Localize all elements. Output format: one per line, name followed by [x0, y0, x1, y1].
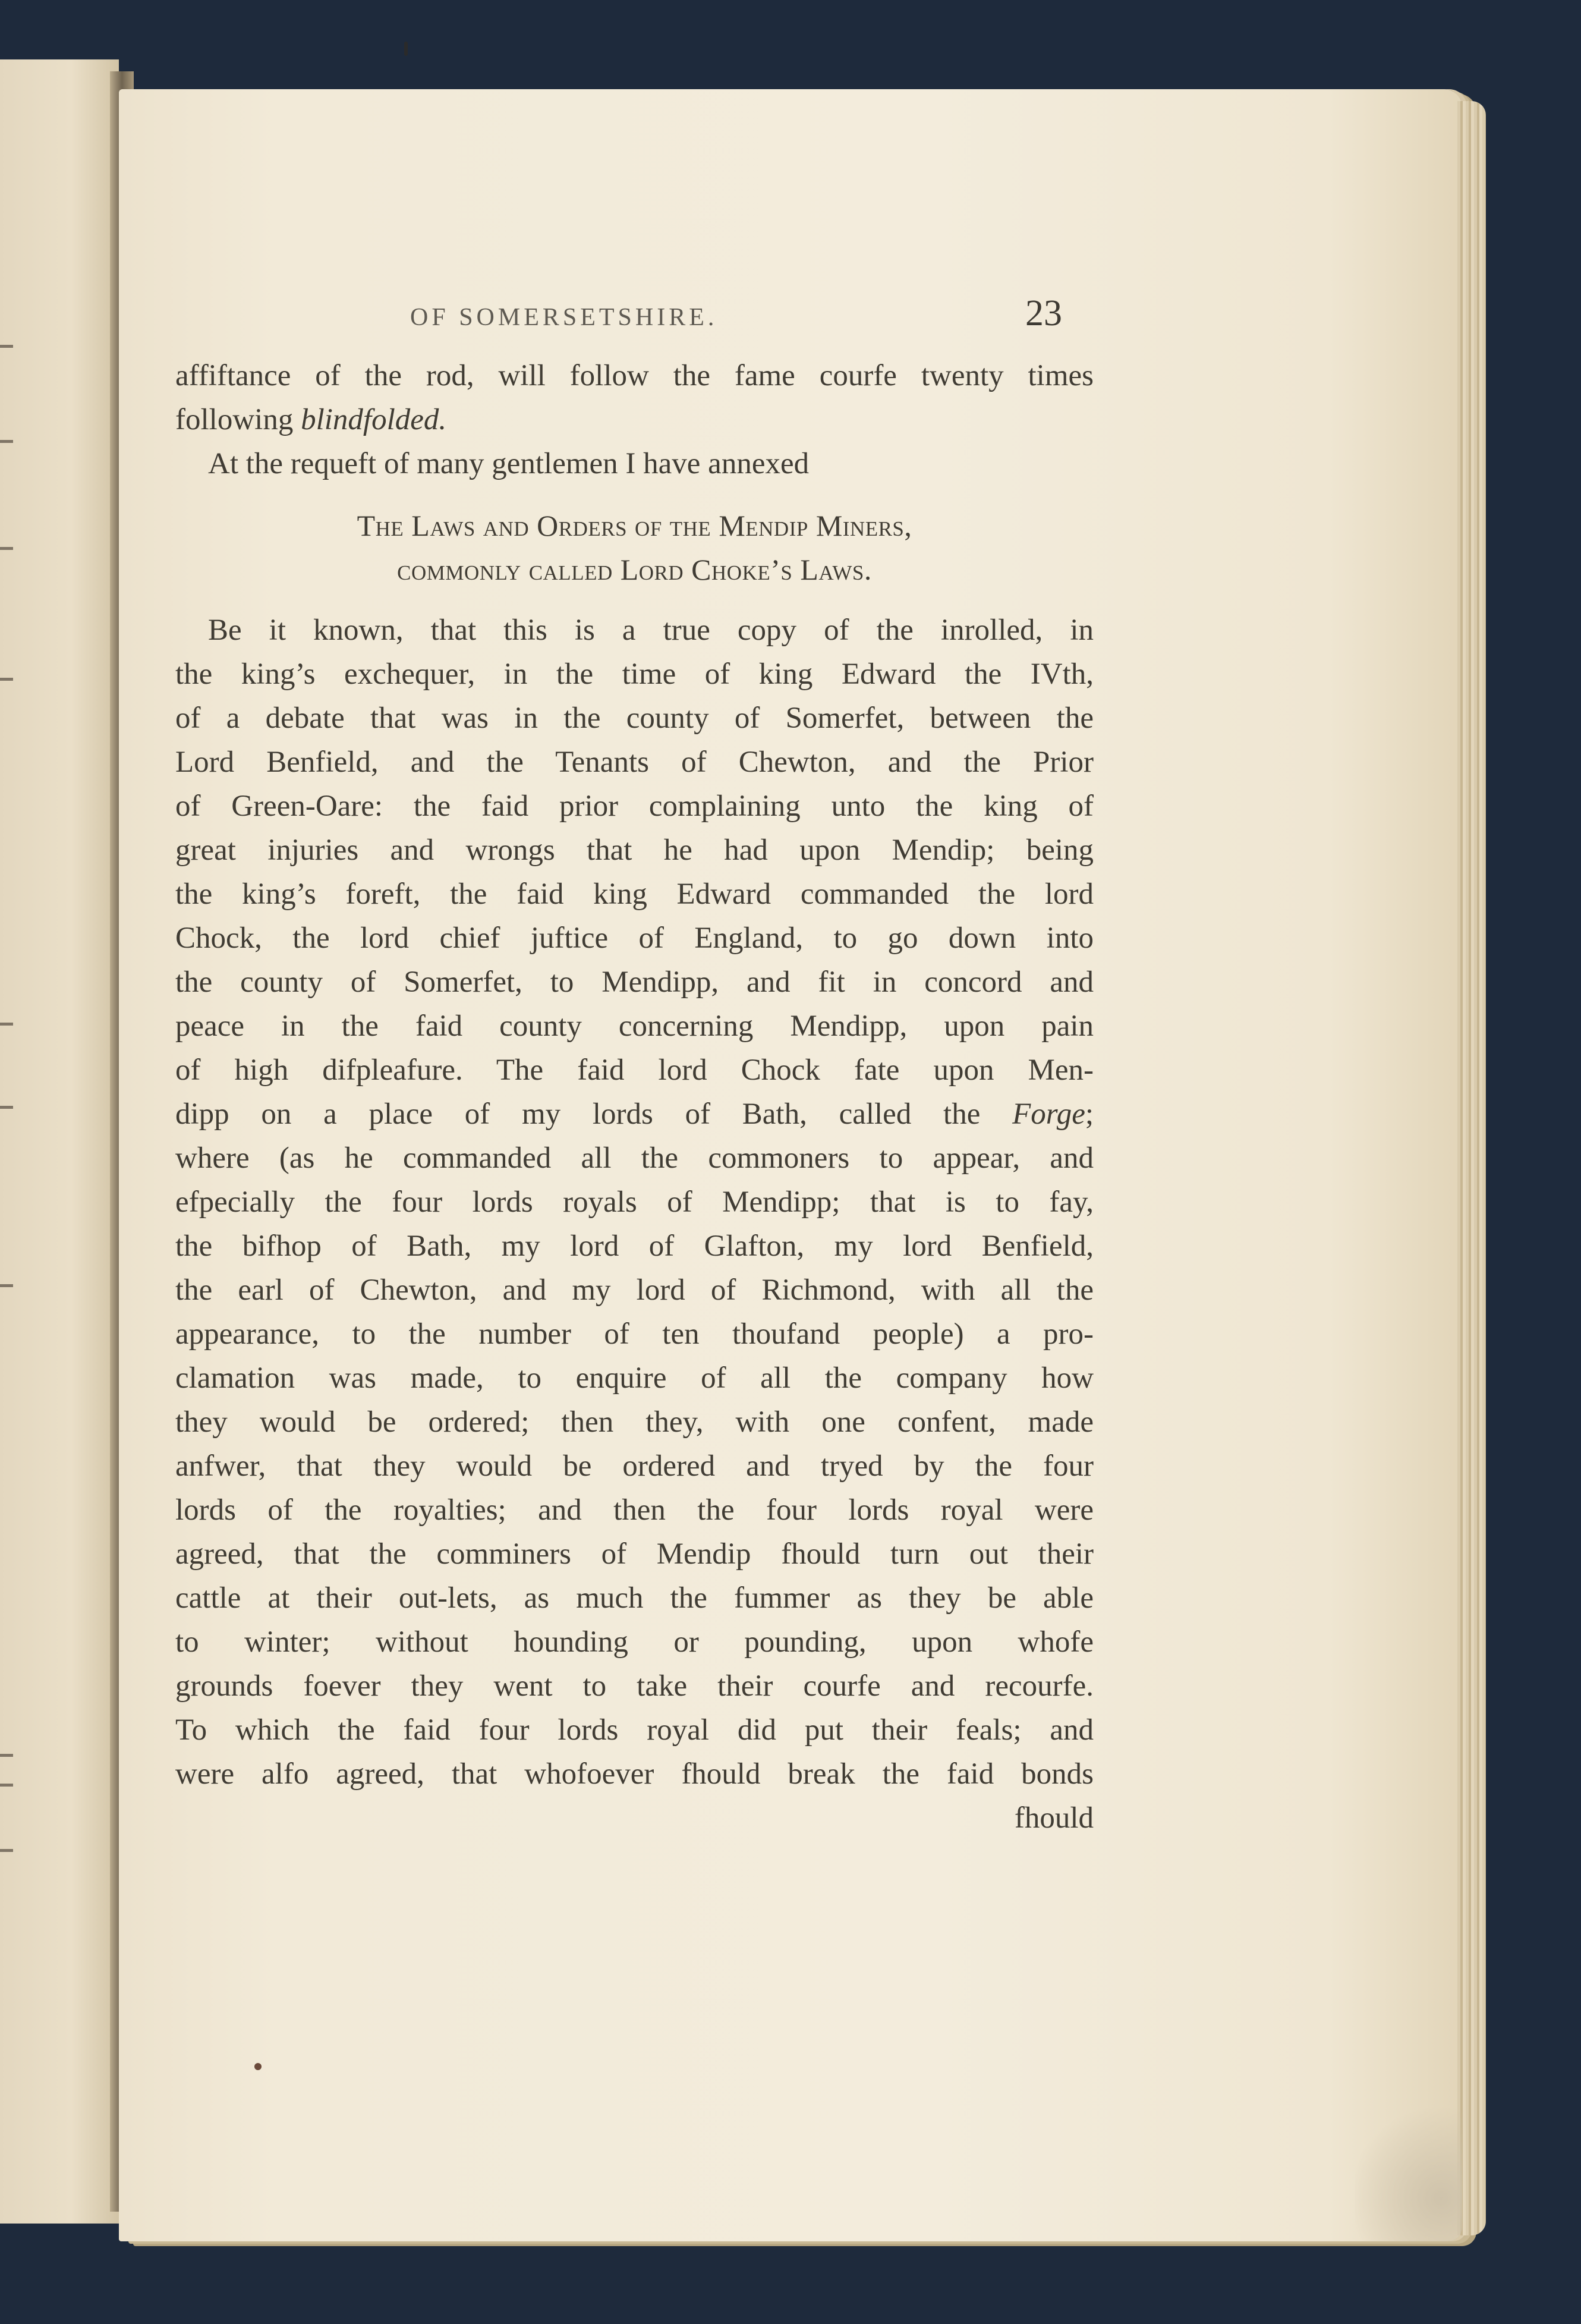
- facing-page-edge: [0, 59, 119, 2224]
- text-line: Chock, the lord chief juftice of England, to go down into: [175, 922, 1094, 955]
- ink-speck: [404, 42, 408, 56]
- text-line: the earl of Chewton, and my lord of Richmond, with all the: [175, 1273, 1094, 1307]
- text-line: great injuries and wrongs that he had upon Mendip; being: [175, 834, 1094, 867]
- body-text: [175, 354, 1094, 1840]
- punctuation: ;: [1085, 1097, 1094, 1131]
- page-fore-edge: [1457, 101, 1486, 2235]
- text-line: of a debate that was in the county of Somerfet, between the: [175, 702, 1094, 735]
- text-line: At the requeft of many gentlemen I have annexed: [208, 447, 810, 480]
- text-line: agreed, that the comminers of Mendip fhould turn out their: [175, 1537, 1094, 1571]
- page-number: 23: [1025, 293, 1062, 334]
- italic-word: Forge: [1012, 1097, 1085, 1131]
- text-line: grounds foever they went to take their courfe and recourfe.: [175, 1669, 1094, 1703]
- text-line: appearance, to the number of ten thoufand people) a pro-: [175, 1317, 1094, 1351]
- text-line: [175, 398, 1094, 442]
- text-line: peace in the faid county concerning Mendipp, upon pain: [175, 1010, 1094, 1043]
- text-line: of Green-Oare: the faid prior complaining unto the king of: [175, 790, 1094, 823]
- text-line: To which the faid four lords royal did put their feals; and: [175, 1713, 1094, 1747]
- text-fragment: dipp on a place of my lords of Bath, called the: [175, 1097, 981, 1131]
- ink-speck: [254, 2063, 262, 2070]
- text-line: of high difpleafure. The faid lord Chock fate upon Men-: [175, 1053, 1094, 1087]
- text-line: lords of the royalties; and then the four lords royal were: [175, 1493, 1094, 1527]
- text-line: where (as he commanded all the commoners to appear, and: [175, 1141, 1094, 1175]
- page-corner-wear: [1355, 2099, 1462, 2241]
- text-line: the king’s foreft, the faid king Edward commanded the lord: [175, 878, 1094, 911]
- section-heading: [175, 504, 1094, 592]
- heading-line: commonly called Lord Choke’s Laws.: [397, 553, 872, 586]
- text-line: were alfo agreed, that whofoever fhould break the faid bonds: [175, 1757, 1094, 1791]
- text-fragment: following: [175, 403, 294, 436]
- text-line: Be it known, that this is a true copy of the inrolled, in: [208, 614, 1094, 647]
- text-line: they would be ordered; then they, with one confent, made: [175, 1405, 1094, 1439]
- text-line: cattle at their out-lets, as much the fummer as they be able: [175, 1581, 1094, 1615]
- text-line: the county of Somerfet, to Mendipp, and fit in concord and: [175, 966, 1094, 999]
- text-line: Lord Benfield, and the Tenants of Chewton, and the Prior: [175, 746, 1094, 779]
- catchword: fhould: [1014, 1801, 1094, 1835]
- text-line: [175, 1092, 1094, 1136]
- text-line: anfwer, that they would be ordered and tryed by the four: [175, 1449, 1094, 1483]
- text-line: the bifhop of Bath, my lord of Glafton, my lord Benfield,: [175, 1229, 1094, 1263]
- text-line: clamation was made, to enquire of all the company how: [175, 1361, 1094, 1395]
- text-line: to winter; without hounding or pounding, upon whofe: [175, 1625, 1094, 1659]
- italic-word: blindfolded.: [301, 403, 447, 436]
- facing-page-text-fragments: [0, 59, 24, 2224]
- heading-line: The Laws and Orders of the Mendip Miners,: [357, 509, 912, 542]
- text-line: efpecially the four lords royals of Mendipp; that is to fay,: [175, 1185, 1094, 1219]
- text-line: affiftance of the rod, will follow the fame courfe twenty times: [175, 359, 1094, 392]
- text-line: the king’s exchequer, in the time of king Edward the IVth,: [175, 658, 1094, 691]
- running-head: OF SOMERSETSHIRE.: [410, 304, 718, 331]
